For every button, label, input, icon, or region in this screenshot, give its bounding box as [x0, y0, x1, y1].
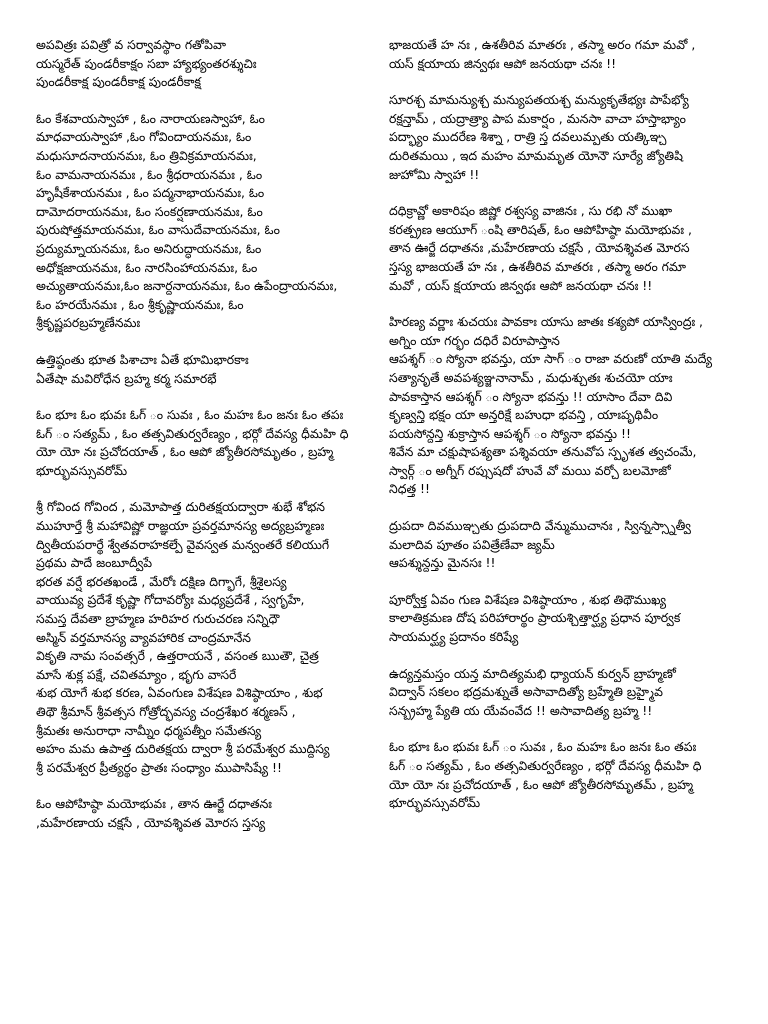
text-line: ఓగ్ ం సత్యమ్ , ఓం తత్సవితుర్వరేణ్యం , భర్గో దేవస్య ధీమహి ధి	[389, 758, 702, 773]
text-paragraph	[389, 517, 739, 573]
text-line: ముహూర్తే శ్రీ మహావిష్ణో రాజ్ఞయా ప్రవర్తమానస్య అద్యబ్రహ్మణః	[36, 518, 325, 534]
text-line: భరత వర్షే భరతఖండే , మేరోః దక్షిణ దిగ్భాగే, శ్రీశైలస్య	[36, 573, 287, 589]
text-line: అచ్యుతాయనమః,ఓం జనార్దనాయనమః, ఓం ఉపేంద్రాయనమః,	[36, 278, 338, 294]
text-line: పయసోన్దన్తి శుక్రాస్తాన ఆపశ్శగ్ ం స్యోనా భవన్తు !!	[389, 425, 631, 441]
text-line: ఓం కేశవాయస్వాహా , ఓం నారాయణస్వాహా, ఓం	[36, 110, 265, 126]
text-line: మధుసూదనాయనమః, ఓం త్రివిక్రమాయనమః,	[36, 147, 257, 163]
text-line: దురితమయి , ఇద మహం మామమృత యోనౌ సూర్యే జ్యోతిషి	[389, 147, 683, 163]
text-line: విద్వాన్ సకలం భద్రమశ్నుతే అసావాదిత్యో బ్రహ్మేతి బ్రహ్మైవ	[389, 684, 663, 700]
text-line: ఉద్యన్తమస్తం యన్త మాదిత్యమభి ధ్యాయన్ కుర్వన్ బ్రాహ్మణో	[389, 665, 676, 681]
text-paragraph	[36, 498, 388, 777]
text-line: ,మహేరణాయ చక్షసే , యోవశ్శివత మోరస స్తస్య	[36, 814, 266, 830]
text-line: శ్రీ గోవింద గోవింద , మమోపాత్త దురితక్షయద్వారా శుభే శోభన	[36, 499, 325, 515]
text-line: స్వార్గ్ ం అగ్నీగ్ రప్సుషదో హువే వో మయి వర్చో బలమోజో	[389, 462, 671, 478]
text-line: మాధవాయస్వాహా ,ఓం గోవిందాయనమః, ఓం	[36, 129, 252, 145]
text-line: అగ్నిం యా గర్భం దధిరే విరూపాస్తాన	[389, 332, 560, 348]
text-line: అపవిత్రః పవిత్రో వ సర్వావస్థాం గతోపివా	[36, 37, 226, 52]
text-line: సాయమర్ఘ్య ప్రదానం కరిష్యే	[389, 629, 519, 645]
text-line: శివేన మా చక్షుషాపశ్యతా పశ్శివయా తనువోప స్పృశత త్వచంమే,	[389, 444, 697, 460]
text-line: అధోక్షజాయనమః, ఓం నారసింహాయనమః, ఓం	[36, 259, 258, 275]
text-line: ప్రథమ పాదే జంబూద్వీపే	[36, 555, 153, 571]
text-paragraph	[36, 351, 388, 388]
text-line: పావకాస్తాన ఆపశ్శగ్ ం స్యోనా భవన్తు !! యాసాం దేవా దివి	[389, 388, 673, 404]
text-line: ద్రుపదా దివముఞ్చతు ద్రుపదాది వేన్ముముచానః , స్విన్నస్స్నాత్వీ	[389, 518, 691, 534]
text-line: శ్రీకృష్ణపరబ్రహ్మణేనమః	[36, 315, 141, 331]
text-line: పద్భ్యాం ముదరేణ శిశ్నా , రాత్రి స్త దవలుమ్పతు యత్కిఞ్చ	[389, 129, 667, 145]
text-paragraph	[389, 36, 739, 73]
text-line: శుభ యోగే శుభ కరణ, ఏవంగుణ విశేషణ విశిష్ఠాయాం , శుభ	[36, 685, 323, 701]
text-paragraph	[389, 738, 739, 812]
text-line: ద్వితీయపరార్థే శ్వేతవరాహకల్పే వైవస్వత మన్వంతరే కలియుగే	[36, 536, 330, 552]
text-paragraph	[389, 91, 739, 184]
text-line: ఓం హరయేనమః , ఓం శ్రీకృష్ణాయనమః, ఓం	[36, 296, 244, 312]
text-line: కాలాతిక్రమణ దోష పరిహారార్థం ప్రాయశ్చిత్తార్ఘ్య ప్రధాన పూర్వక	[389, 610, 681, 626]
text-line: ఓం వామనాయనమః , ఓం శ్రీధరాయనమః , ఓం	[36, 166, 263, 182]
right-column	[389, 36, 739, 831]
text-line: సన్బ్రహ్మ ప్యేతి య యేవంవేద !! అసావాదిత్య బ్రహ్మ !!	[389, 702, 653, 718]
text-line: తాన ఊర్జే దధాతనః ,మహేరణాయ చక్షసే , యోవశ్శివత మోరస	[389, 240, 690, 256]
text-line: హృషీకేశాయనమః , ఓం పద్మనాభాయనమః, ఓం	[36, 185, 265, 201]
text-line: పురుషోత్తమాయనమః, ఓం వాసుదేవాయనమః, ఓం	[36, 222, 280, 238]
text-line: తిథౌ శ్రీమాన్ శ్రీవత్సస గోత్రోద్భవస్య చంద్రశేఖర శర్మణస్ ,	[36, 704, 296, 719]
text-line: శ్రీమతః అనురాధా నామ్నీం ధర్మపత్నీం సమేతస్య	[36, 722, 262, 738]
text-line: ఏతేషా మవిరోధేన బ్రహ్మ కర్మ సమారభే	[36, 370, 217, 386]
text-line: రక్షన్తామ్ , యద్రాత్ర్యా పాప మకార్షం , మనసా వాచా హస్తాభ్యాం	[389, 110, 686, 126]
text-line: హిరణ్య వర్ణాః శుచయః పావకాః యాసు జాతః కశ్యపో యాస్వింద్రః ,	[389, 314, 703, 330]
text-line: ఓం భూః ఓం భువః ఓగ్ ం సువః , ఓం మహః ఓం జనః ఓం తపః	[389, 739, 697, 755]
text-paragraph	[36, 110, 388, 333]
text-line: కరత్ప్రణ ఆయూగ్ ంషి తారిషత్, ఓం ఆపోహిష్ఠా మయోభువః ,	[389, 221, 692, 237]
text-line: వాయువ్య ప్రదేశే కృష్ణా గోదావర్యోః మధ్యప్రదేశే , స్వగృహే,	[36, 592, 305, 608]
text-line: స్తస్య భాజయతే హ నః , ఉశతీరివ మాతరః , తస్మా అరం గమా	[389, 258, 686, 274]
text-line: యస్మరేత్ పుండరీకాక్షం సబా హ్యాభ్యంతరశ్శుచిః	[36, 55, 257, 71]
text-line: మవో , యస్ క్షయాయ జిన్వథః ఆపో జనయథా చనః !!	[389, 277, 653, 293]
text-paragraph	[389, 202, 739, 295]
text-line: యస్ క్షయాయ జిన్వథః ఆపో జనయథా చనః !!	[389, 55, 617, 71]
text-line: ఆపశ్శగ్ ం స్యోనా భవన్తు, యా సాగ్ ం రాజా వరుణో యాతి మద్యే	[389, 351, 712, 367]
text-paragraph	[36, 406, 388, 480]
text-paragraph	[36, 795, 388, 832]
text-line: పుండరీకాక్ష పుండరీకాక్ష పుండరీకాక్ష	[36, 74, 202, 90]
text-paragraph	[389, 665, 739, 721]
left-column	[36, 36, 388, 851]
text-paragraph	[389, 313, 739, 499]
text-line: నిధత్త !!	[389, 481, 430, 497]
text-line: ఓగ్ ం సత్యమ్ , ఓం తత్సవితుర్వరేణ్యం , భర్గో దేవస్య ధీమహి ధి	[36, 425, 349, 441]
text-line: దామోదరాయనమః, ఓం సంకర్షణాయనమః, ఓం	[36, 203, 263, 219]
text-line: ఓం ఆపోహిష్ఠా మయోభువః , తాన ఊర్జే దధాతనః	[36, 796, 272, 812]
text-line: సత్యానృతే అవపశ్యఞ్జనానామ్ , మధుశ్చుతః శుచయో యాః	[389, 369, 673, 385]
text-line: భూర్భువస్సువరోమ్	[389, 795, 481, 811]
text-line: భాజయతే హ నః , ఉశతీరివ మాతరః , తస్మా అరం గమా మవో ,	[389, 37, 696, 52]
text-line: అహం మమ ఉపాత్త దురితక్షయ ద్వారా శ్రీ పరమేశ్వర ముద్దిస్య	[36, 741, 330, 757]
text-line: వికృతి నామ సంవత్సరే , ఉత్తరాయనే , వసంత ఋతౌ, చైత్ర	[36, 648, 319, 664]
text-line: సూరశ్చ మామన్యుశ్చ మన్యుపతయశ్చ మన్యుకృతేభ్యః పాపేభ్యో	[389, 92, 689, 108]
text-line: యో యో నః ప్రచోదయాత్ , ఓం ఆపో జ్యోతీరసోమృతమ్ , బ్రహ్మ	[389, 776, 694, 792]
text-line: దధిక్రావ్ణో అకారిషం జిష్ణో రశ్వస్య వాజినః , సు రభి నో ముఖా	[389, 203, 673, 219]
text-line: భూర్భువస్సువరోమ్	[36, 462, 128, 478]
text-line: మలాదివ పూతం పవిత్రేణేవా జ్యమ్	[389, 536, 555, 552]
text-line: ఉత్తిష్ఠంతు భూత పిశాచాః ఏతే భూమిభారకాః	[36, 351, 249, 367]
text-line: ఆపశ్శున్దన్తు మైనసః !!	[389, 555, 496, 571]
text-line: ప్రద్యుమ్నాయనమః, ఓం అనిరుద్ధాయనమః, ఓం	[36, 240, 262, 256]
text-line: కృణ్వన్తి భక్షం యా అన్తరిక్షే బహుధా భవన్తి , యాఃపృథివీం	[389, 407, 659, 423]
text-line: పూర్వోక్త ఏవం గుణ విశేషణ విశిష్ఠాయాం , శుభ తిథౌముఖ్య	[389, 591, 667, 607]
text-line: యో యో నః ప్రచోదయాత్ , ఓం ఆపో జ్యోతీరసోమృతం , బ్రహ్మ	[36, 444, 334, 460]
text-line: శ్రీ పరమేశ్వర ప్రీత్యర్థం ప్రాతః సంధ్యాం ముపాసిష్యే !!	[36, 759, 282, 775]
text-line: అస్మిన్ వర్తమానస్య వ్యావహారిక చాంద్రమానేన	[36, 629, 251, 645]
text-paragraph	[389, 591, 739, 647]
text-line: జుహోమి స్వాహా !!	[389, 166, 480, 182]
text-line: ఓం భూః ఓం భువః ఓగ్ ం సువః , ఓం మహః ఓం జనః ఓం తపః	[36, 407, 344, 423]
text-paragraph	[36, 36, 388, 92]
text-line: మాసే శుక్ల పక్షే, చవితమ్యాం , భృగు వాసరే	[36, 666, 237, 682]
text-line: సమస్త దేవతా బ్రాహ్మణ హరిహర గురుచరణ సన్నిధౌ	[36, 611, 280, 627]
